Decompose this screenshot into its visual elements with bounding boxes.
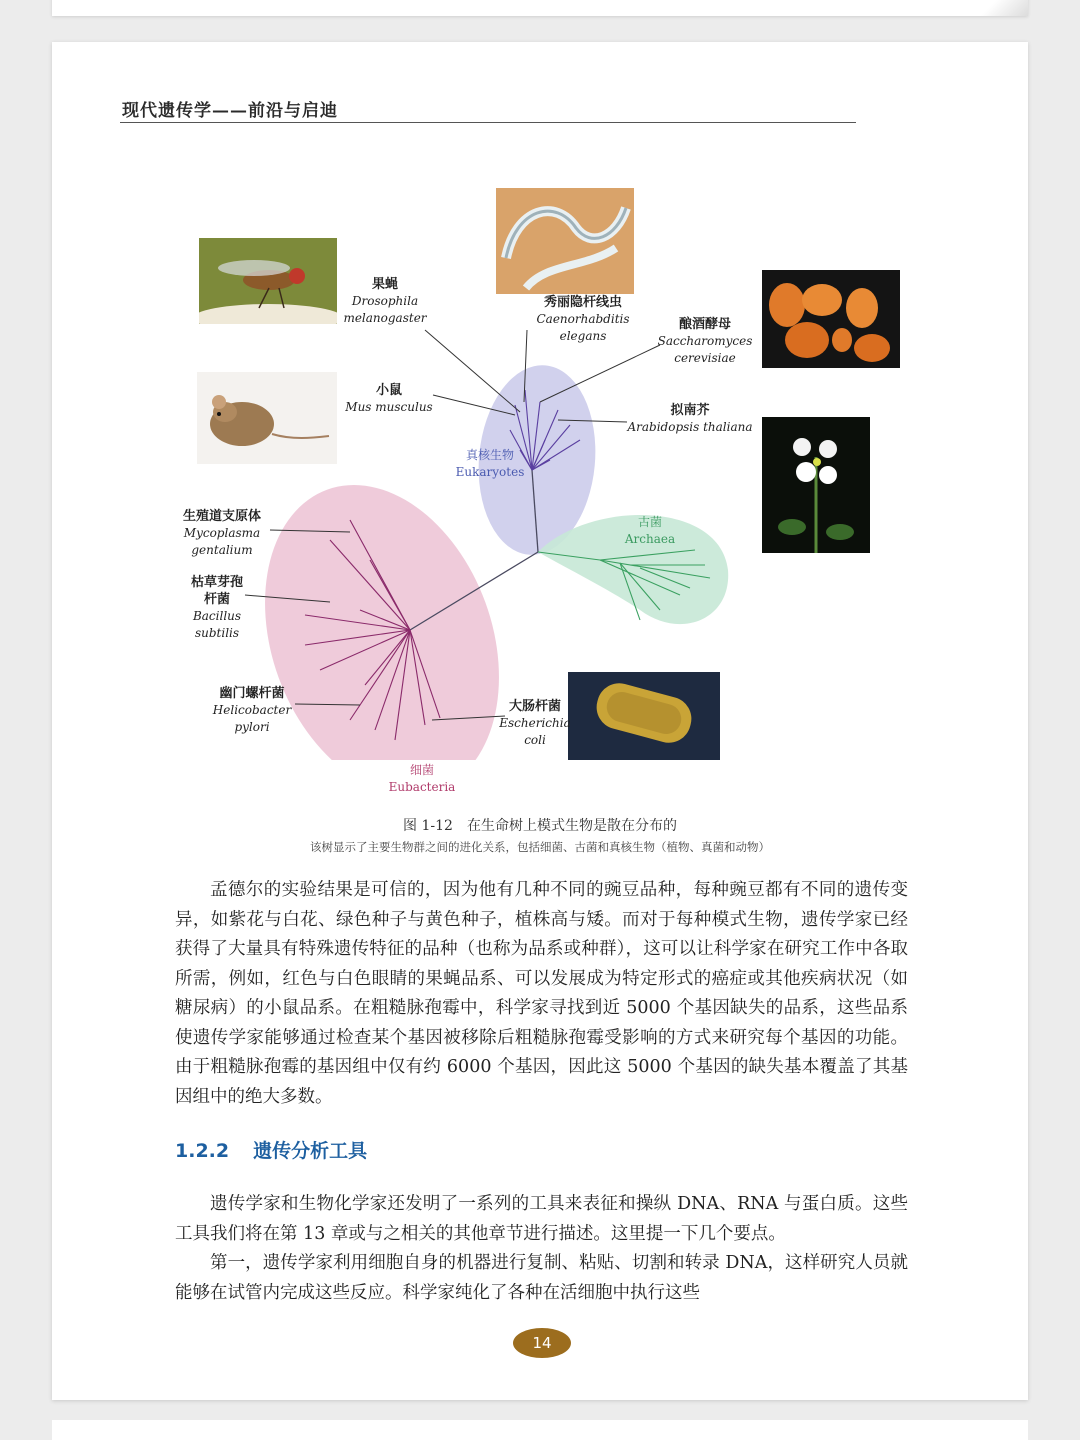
body-paragraph-1: 孟德尔的实验结果是可信的，因为他有几种不同的豌豆品种，每种豌豆都有不同的遗传变异，如紫花与白花、绿色种子与黄色种子，植株高与矮。而对于每种模式生物，遗传学家已经获得了大量具有特殊遗传特征的品种（也称为品系或种群），这可以让科学家在研究工作中各取所需，例如，红色与白色眼睛的果蝇品系、可以发展成为特定形式的癌症或其他疾病状况（如糖尿病）的小鼠品系。在粗糙脉孢霉中，科学家寻找到近 5000 个基因缺失的品系，这些品系使遗传学家能够通过检查某个基因被移除后粗糙脉孢霉受影响的方式来研究每个基因的功能。由于粗糙脉孢霉的基因组中仅有约 6000 个基因，因此这 5000 个基因的缺失基本覆盖了其基因组中的绝大多数。 <box>175 880 908 1107</box>
page-number-badge: 14 <box>513 1328 571 1358</box>
label-archaea: 古菌 Archaea <box>624 515 676 546</box>
previous-page-edge <box>52 0 1028 16</box>
page-curl <box>968 0 1028 16</box>
label-bacillus: 枯草芽孢 杆菌 Bacillus subtilis <box>190 575 243 640</box>
arabidopsis-photo <box>762 417 870 553</box>
figure-caption-subtitle: 该树显示了主要生物群之间的进化关系，包括细菌、古菌和真核生物（植物、真菌和动物） <box>310 840 770 854</box>
ecoli-photo <box>568 672 720 760</box>
yeast-photo <box>762 270 900 368</box>
section-title: 遗传分析工具 <box>253 1140 368 1162</box>
running-head: 现代遗传学——前沿与启迪 <box>122 101 338 121</box>
label-eukaryotes: 真核生物 Eukaryotes <box>455 448 525 479</box>
label-c-elegans: 秀丽隐杆线虫 Caenorhabditis elegans <box>536 295 630 343</box>
body-paragraph-2: 遗传学家和生物化学家还发明了一系列的工具来表征和操纵 DNA、RNA 与蛋白质。这些工具我们将在第 13 章或与之相关的其他章节进行描述。这里提一下几个要点。 <box>175 1194 908 1244</box>
label-mycoplasma: 生殖道支原体 Mycoplasma gentalium <box>182 509 261 557</box>
tree-of-life-figure <box>120 140 860 794</box>
header-rule <box>120 122 856 123</box>
label-fruit-fly: 果蝇 Drosophila melanogaster <box>343 277 427 325</box>
label-yeast: 酿酒酵母 Saccharomyces cerevisiae <box>657 317 753 365</box>
mouse-photo <box>197 372 337 464</box>
next-page-edge <box>52 1420 1028 1440</box>
section-heading <box>175 1136 367 1163</box>
label-helicobacter: 幽门螺杆菌 Helicobacter pylori <box>212 686 292 734</box>
label-e-coli: 大肠杆菌 Escherichia coli <box>499 699 571 747</box>
body-paragraph-3: 第一，遗传学家利用细胞自身的机器进行复制、粘贴、切割和转录 DNA，这样研究人员就能够在试管内完成这些反应。科学家纯化了各种在活细胞中执行这些 <box>175 1253 908 1303</box>
label-arabidopsis: 拟南芥 Arabidopsis thaliana <box>627 403 753 434</box>
figure-caption-title: 图 1-12 在生命树上模式生物是散在分布的 <box>403 818 677 834</box>
section-number: 1.2.2 <box>175 1140 230 1162</box>
label-mouse: 小鼠 Mus musculus <box>345 383 433 414</box>
fly-photo <box>199 238 337 324</box>
label-eubacteria: 细菌 Eubacteria <box>388 763 456 794</box>
worm-photo <box>496 188 634 294</box>
